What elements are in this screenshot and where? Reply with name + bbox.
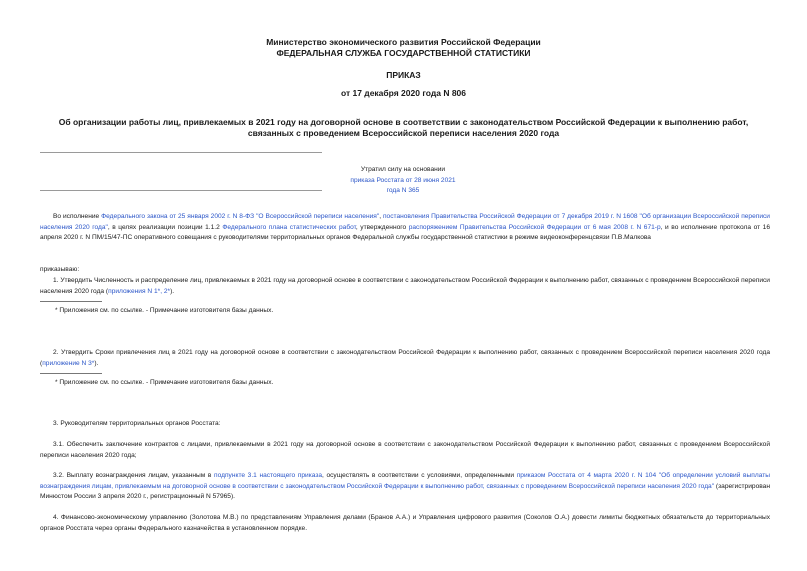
document-title-line1: Об организации работы лиц, привлекаемых в 2021 году на договорной основе в соответствии с законодательством Российской Федерации к выполнению работ, <box>58 117 749 127</box>
item-3-2-text-3: (зарегистрирован Минюстом России 3 апреля 2020 г., регистрационный N 57965). <box>40 482 770 500</box>
item-2-end: ). <box>94 359 99 367</box>
item-1-end: ). <box>170 287 175 295</box>
preamble-text-5: , и во исполнение протокола от 16 апреля 2020 г. N ПМ/15/47-ПС оперативного совещания с руководителями территориальных органов Федеральной службы государственной статистики в режиме видеоконференцсвязи П.В.Малкова <box>40 223 770 241</box>
preamble-text-1: Во исполнение <box>53 213 102 220</box>
item-3-2-text-2: , осуществлять в соответствии с условиями, определенными <box>322 472 517 479</box>
statistics-plan-link[interactable]: Федерального плана статистических работ <box>222 223 356 231</box>
government-order-link[interactable]: распоряжением Правительства Российской Федерации от 6 мая 2008 г. N 671-р <box>408 223 661 231</box>
document-type: ПРИКАЗ <box>386 70 421 80</box>
ministry-name: Министерство экономического развития Российской Федерации <box>266 37 541 47</box>
service-name: ФЕДЕРАЛЬНАЯ СЛУЖБА ГОСУДАРСТВЕННОЙ СТАТИСТИКИ <box>276 48 531 58</box>
item-3-2 <box>40 471 770 503</box>
item-3-1: 3.1. Обеспечить заключение контрактов с лицами, привлекаемыми в 2021 году на договорной основе в соответствии с законодательством Российской Федерации к выполнению работ, связанных с проведением Всероссийской переписи населения 2020 года; <box>40 441 770 459</box>
footnote-divider-1 <box>40 301 102 302</box>
status-note <box>345 165 461 197</box>
footnote-2: * Приложение см. по ссылке. - Примечание изготовителя базы данных. <box>55 379 274 386</box>
subpoint-3-1-link[interactable]: подпункте 3.1 настоящего приказа <box>214 472 323 479</box>
footnote-divider-2 <box>40 373 102 374</box>
item-1 <box>40 276 770 297</box>
preamble-paragraph <box>40 212 770 244</box>
preamble-text-4: , утвержденного <box>355 223 409 231</box>
footnote-1: * Приложения см. по ссылке. - Примечание изготовителя базы данных. <box>55 307 274 314</box>
appendix-3-link[interactable]: приложение N 3* <box>42 359 95 367</box>
preamble-text-3: , в целях реализации позиции 1.1.2 <box>107 223 223 231</box>
document-date: от 17 декабря 2020 года N 806 <box>340 88 467 98</box>
item-2-text: 2. Утвердить Сроки привлечения лиц в 2021 году на договорной основе в соответствии с законодательством Российской Федерации к выполнению работ, связанных с проведением Всероссийской переписи населения 2020 года ( <box>40 349 770 367</box>
federal-law-link[interactable]: Федерального закона от 25 января 2002 г. N 8-ФЗ "О Всероссийской переписи населения" <box>101 213 380 220</box>
status-note-link[interactable]: приказа Росстата от 28 июня 2021 года N 365 <box>350 176 456 194</box>
divider-top <box>40 152 322 153</box>
item-3: 3. Руководителям территориальных органов Росстата: <box>53 420 221 427</box>
item-2 <box>40 348 770 369</box>
order-word: приказываю: <box>40 266 80 273</box>
document-title-line2: связанных с проведением Всероссийской переписи населения 2020 года <box>247 128 560 138</box>
item-1-text: 1. Утвердить Численность и распределение лиц, привлекаемых в 2021 году на договорной основе в соответствии с законодательством Российской Федерации к выполнению работ, связанных с проведением Всероссийской переписи населения 2020 года ( <box>40 277 770 295</box>
divider-bottom <box>40 190 322 191</box>
item-4: 4. Финансово-экономическому управлению (Золотова М.В.) по представлениям Управления делами (Бранов А.А.) и Управления цифрового развития (Соколов О.А.) довести лимиты бюджетных обязательств до территориальных органов Росстата через органы Федерального казначейства в установленном порядке. <box>40 514 770 532</box>
rosstat-order-104-link[interactable]: приказом Росстата от 4 марта 2020 г. N 104 "Об определении условий выплаты вознаграждения лицам, привлекаемым на договорной основе в соответствии с законодательством Российской Федерации к выполнению работ, связанных с проведением Всероссийской переписи населения 2020 года" <box>40 472 770 490</box>
government-decree-link[interactable]: постановления Правительства Российской Федерации от 7 декабря 2019 г. N 1608 "Об организации Всероссийской переписи населения 2020 года" <box>40 213 770 231</box>
appendix-1-2-link[interactable]: приложения N 1*, 2* <box>108 287 171 295</box>
item-3-2-text-1: 3.2. Выплату вознаграждения лицам, указанным в <box>53 472 215 479</box>
status-note-text: Утратил силу на основании <box>360 166 446 173</box>
preamble-text-2: , <box>379 213 383 220</box>
